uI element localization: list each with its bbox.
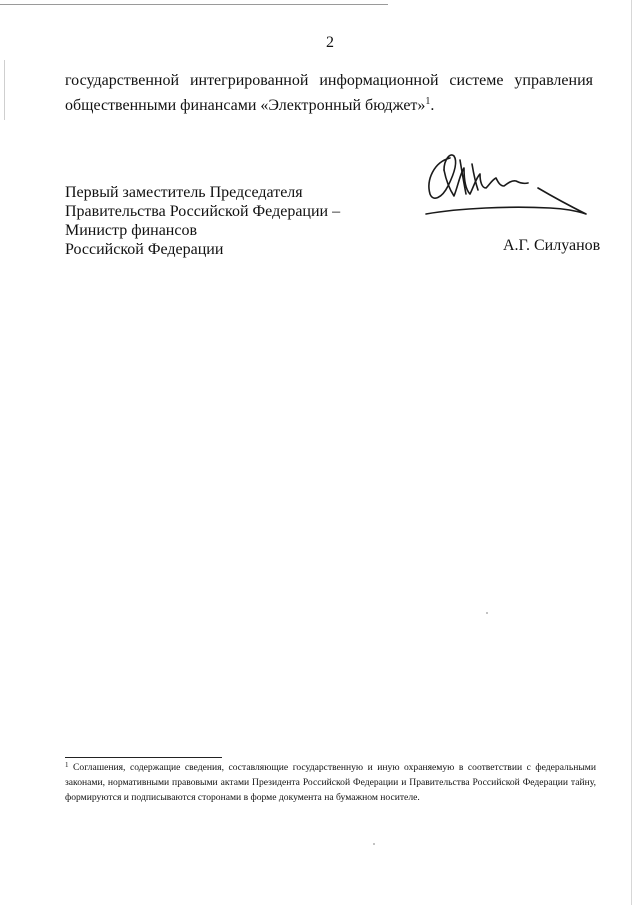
scan-edge-left [4, 60, 5, 120]
footnote-text: Соглашения, содержащие сведения, составляющие государственную и иную охраняемую в соответствии с федеральными законами, нормативными правовыми актами Президента Российской Федерации и Правительства Российской Федерации тайну, формируются и подписываются сторонами в форме документа на бумажном носителе. [65, 762, 596, 803]
handwritten-signature [420, 150, 595, 225]
body-line-2 [65, 93, 593, 118]
signatory-title-line: Министр финансов [65, 222, 198, 239]
signatory-title-line: Первый заместитель Председателя [65, 184, 303, 201]
body-line-1 [65, 68, 593, 93]
body-line-2-period: . [430, 97, 435, 114]
scan-speck [486, 612, 488, 614]
footnote-separator [65, 757, 222, 758]
scan-speck [373, 843, 375, 845]
scan-edge-top [0, 4, 388, 5]
body-word: интегрированной [189, 72, 309, 89]
body-paragraph [65, 68, 593, 118]
footnote-mark: 1 [65, 761, 69, 769]
page-number: 2 [326, 34, 334, 51]
body-line-2-text: общественными финансами «Электронный бюджет» [65, 97, 426, 114]
body-word: управления [514, 72, 593, 89]
footnote-reference: 1 [425, 96, 431, 107]
signatory-title [65, 183, 340, 259]
scan-edge-right [631, 0, 632, 905]
signer-name: А.Г. Силуанов [503, 237, 601, 254]
body-word: информационной [319, 72, 439, 89]
body-word: системе [449, 72, 504, 89]
footnote [65, 760, 596, 805]
signatory-title-line: Российской Федерации [65, 241, 224, 258]
signatory-title-line: Правительства Российской Федерации – [65, 203, 341, 220]
body-word: государственной [65, 72, 180, 89]
